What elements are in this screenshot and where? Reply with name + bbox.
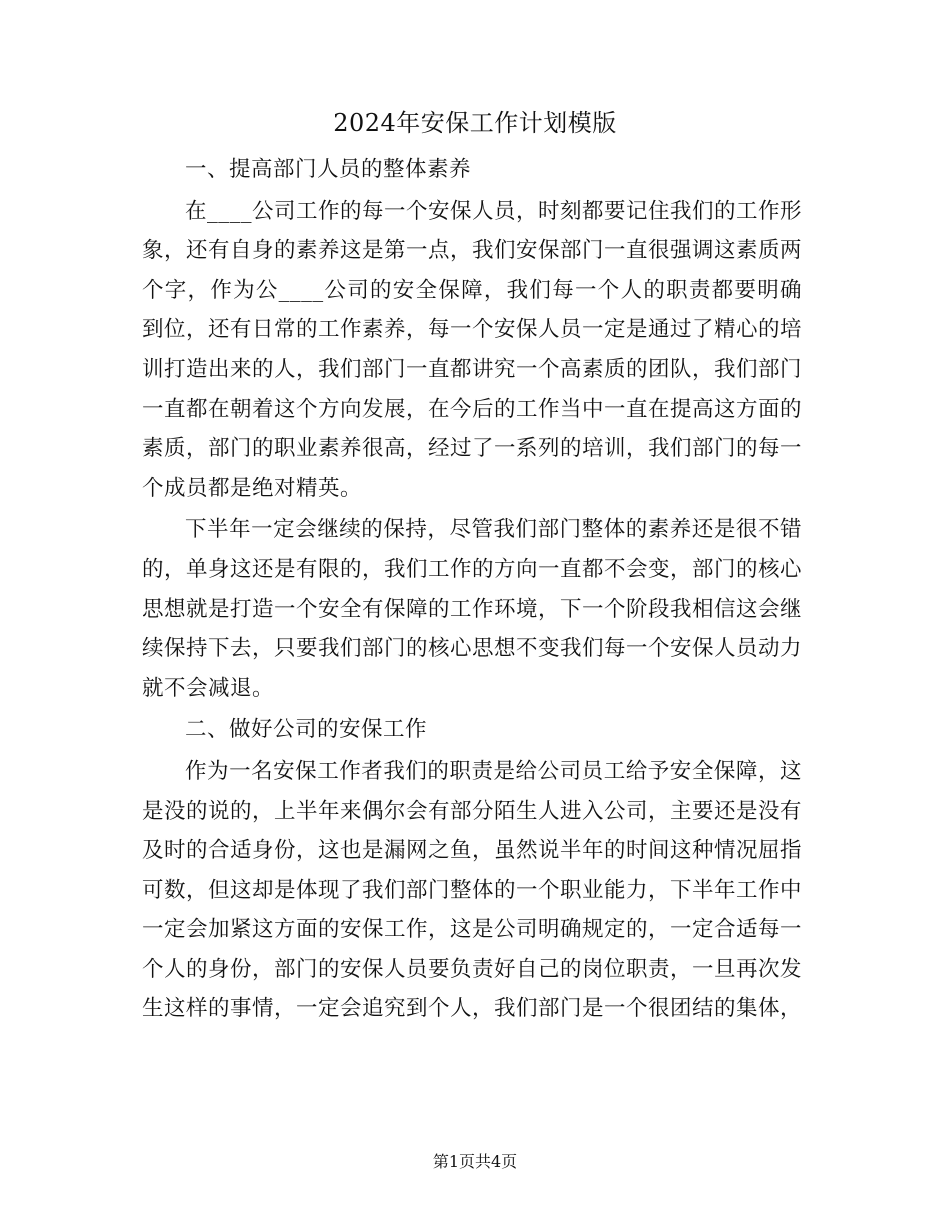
document-title: 2024年安保工作计划模版	[333, 109, 617, 137]
section-1-heading: 一、提高部门人员的整体素养	[185, 157, 472, 182]
document-body	[142, 150, 802, 1031]
section-2-heading: 二、做好公司的安保工作	[185, 717, 428, 743]
section-2-paragraph-1: 作为一名安保工作者我们的职责是给公司员工给予安全保障，这是没的说的，上半年来偶尔会有部分陌生人进入公司，主要还是没有及时的合适身份，这也是漏网之鱼，虽然说半年的时间这种情况屈指可数，但这却是体现了我们部门整体的一个职业能力，下半年工作中一定会加紧这方面的安保工作，这是公司明确规定的，一定合适每一个人的身份，部门的安保人员要负责好自己的岗位职责，一旦再次发生这样的事情，一定会追究到个人，我们部门是一个很团结的集体，	[142, 758, 803, 1022]
section-1-paragraph-1: 在____公司工作的每一个安保人员，时刻都要记住我们的工作形象，还有自身的素养这是第一点，我们安保部门一直很强调这素质两个字，作为公____公司的安全保障，我们每一个人的职责都要明确到位，还有日常的工作素养，每一个安保人员一定是通过了精心的培训打造出来的人，我们部门一直都讲究一个高素质的团队，我们部门一直都在朝着这个方向发展，在今后的工作当中一直在提高这方面的素质，部门的职业素养很高，经过了一系列的培训，我们部门的每一个成员都是绝对精英。	[142, 198, 803, 501]
section-1-paragraph-2: 下半年一定会继续的保持，尽管我们部门整体的素养还是很不错的，单身这还是有限的，我们工作的方向一直都不会变，部门的核心思想就是打造一个安全有保障的工作环境，下一个阶段我相信这会继续保持下去，只要我们部门的核心思想不变我们每一个安保人员动力就不会减退。	[142, 517, 803, 701]
page-number-footer: 第1页共4页	[432, 1152, 518, 1171]
